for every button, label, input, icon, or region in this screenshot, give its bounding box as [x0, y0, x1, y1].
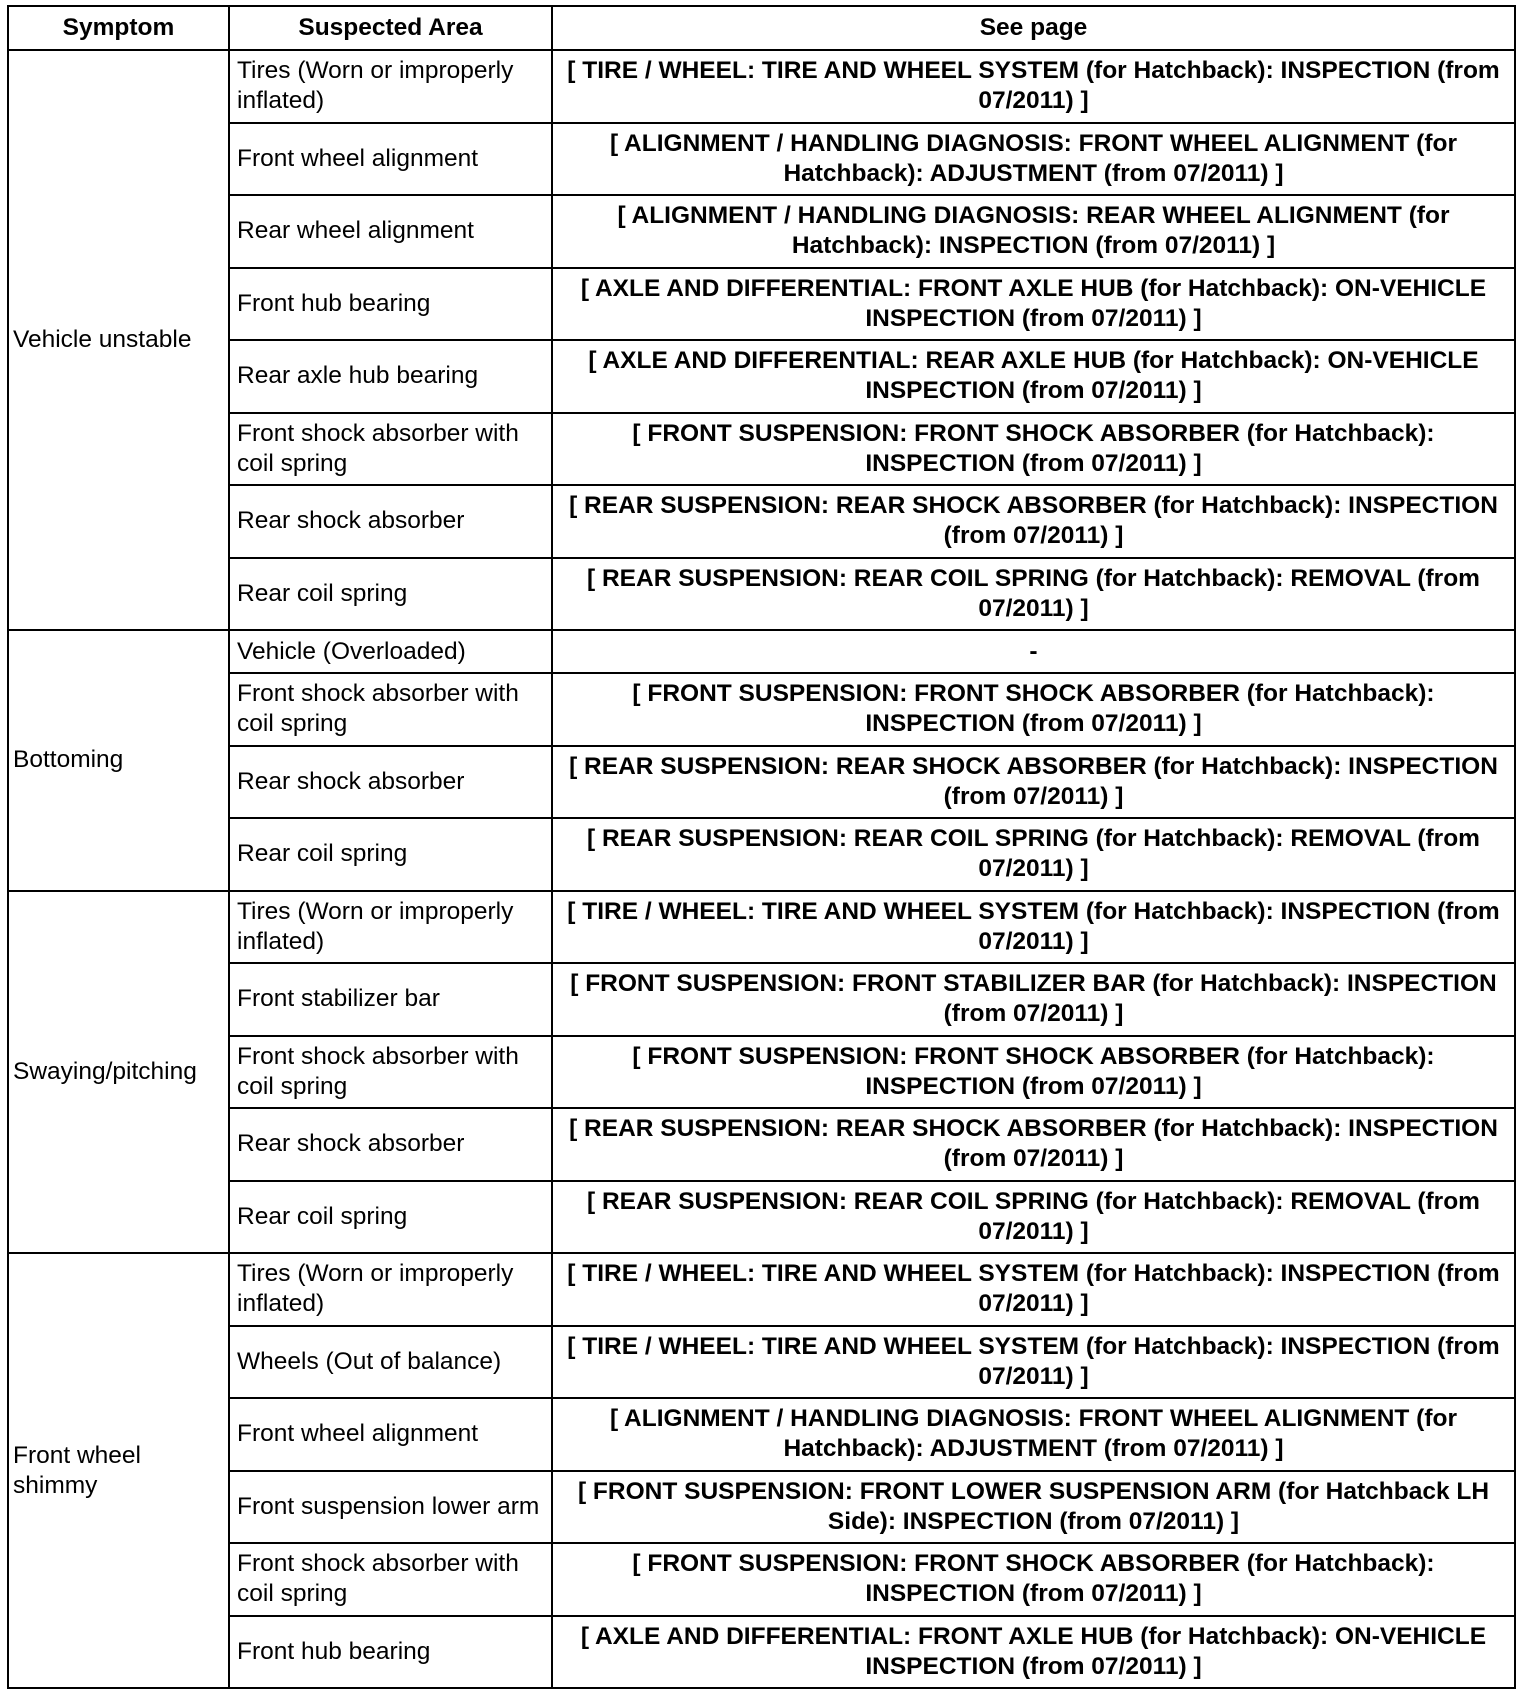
see-page-link[interactable]: [ FRONT SUSPENSION: FRONT SHOCK ABSORBER (for Hatchback): INSPECTION (from 07/2011) ] — [552, 413, 1515, 486]
see-page-link[interactable]: [ ALIGNMENT / HANDLING DIAGNOSIS: FRONT WHEEL ALIGNMENT (for Hatchback): ADJUSTMENT (from 07/2011) ] — [552, 1398, 1515, 1471]
suspected-area-cell: Front shock absorber with coil spring — [229, 413, 552, 486]
suspected-area-cell: Front shock absorber with coil spring — [229, 673, 552, 746]
see-page-link[interactable]: [ FRONT SUSPENSION: FRONT STABILIZER BAR (for Hatchback): INSPECTION (from 07/2011) ] — [552, 963, 1515, 1036]
see-page-link[interactable]: [ TIRE / WHEEL: TIRE AND WHEEL SYSTEM (for Hatchback): INSPECTION (from 07/2011) ] — [552, 891, 1515, 964]
see-page-link[interactable]: [ TIRE / WHEEL: TIRE AND WHEEL SYSTEM (for Hatchback): INSPECTION (from 07/2011) ] — [552, 1253, 1515, 1326]
suspected-area-cell: Front wheel alignment — [229, 123, 552, 196]
see-page-link[interactable]: [ REAR SUSPENSION: REAR COIL SPRING (for Hatchback): REMOVAL (from 07/2011) ] — [552, 1181, 1515, 1254]
suspected-area-cell: Front suspension lower arm — [229, 1471, 552, 1544]
table-row — [8, 340, 1515, 413]
suspected-area-cell: Front hub bearing — [229, 1616, 552, 1689]
suspected-area-cell: Wheels (Out of balance) — [229, 1326, 552, 1399]
suspected-area-cell: Rear shock absorber — [229, 1108, 552, 1181]
see-page-link[interactable]: [ ALIGNMENT / HANDLING DIAGNOSIS: REAR WHEEL ALIGNMENT (for Hatchback): INSPECTION (from 07/2011) ] — [552, 195, 1515, 268]
header-see-page: See page — [552, 6, 1515, 50]
symptom-cell: Vehicle unstable — [8, 50, 229, 630]
see-page-link[interactable]: [ TIRE / WHEEL: TIRE AND WHEEL SYSTEM (for Hatchback): INSPECTION (from 07/2011) ] — [552, 50, 1515, 123]
table-row — [8, 1253, 1515, 1326]
suspected-area-cell: Front stabilizer bar — [229, 963, 552, 1036]
table-row — [8, 1036, 1515, 1109]
symptom-cell: Bottoming — [8, 630, 229, 891]
table-row — [8, 673, 1515, 746]
table-row — [8, 1326, 1515, 1399]
table-body — [8, 50, 1515, 1688]
table-row — [8, 1471, 1515, 1544]
see-page-link: - — [552, 630, 1515, 673]
table-row — [8, 891, 1515, 964]
header-suspected-area: Suspected Area — [229, 6, 552, 50]
see-page-link[interactable]: [ REAR SUSPENSION: REAR SHOCK ABSORBER (for Hatchback): INSPECTION (from 07/2011) ] — [552, 746, 1515, 819]
see-page-link[interactable]: [ AXLE AND DIFFERENTIAL: FRONT AXLE HUB (for Hatchback): ON-VEHICLE INSPECTION (from 07/2011) ] — [552, 268, 1515, 341]
see-page-link[interactable]: [ REAR SUSPENSION: REAR COIL SPRING (for Hatchback): REMOVAL (from 07/2011) ] — [552, 558, 1515, 631]
table-row — [8, 630, 1515, 673]
suspected-area-cell: Rear coil spring — [229, 1181, 552, 1254]
see-page-link[interactable]: [ FRONT SUSPENSION: FRONT SHOCK ABSORBER (for Hatchback): INSPECTION (from 07/2011) ] — [552, 673, 1515, 746]
symptom-table — [7, 5, 1516, 1689]
suspected-area-cell: Tires (Worn or improperly inflated) — [229, 50, 552, 123]
see-page-link[interactable]: [ AXLE AND DIFFERENTIAL: REAR AXLE HUB (for Hatchback): ON-VEHICLE INSPECTION (from 07/2011) ] — [552, 340, 1515, 413]
table-row — [8, 1181, 1515, 1254]
see-page-link[interactable]: [ ALIGNMENT / HANDLING DIAGNOSIS: FRONT WHEEL ALIGNMENT (for Hatchback): ADJUSTMENT (from 07/2011) ] — [552, 123, 1515, 196]
suspected-area-cell: Rear wheel alignment — [229, 195, 552, 268]
table-row — [8, 1398, 1515, 1471]
suspected-area-cell: Vehicle (Overloaded) — [229, 630, 552, 673]
suspected-area-cell: Front shock absorber with coil spring — [229, 1036, 552, 1109]
table-row — [8, 1616, 1515, 1689]
suspected-area-cell: Rear shock absorber — [229, 485, 552, 558]
table-row — [8, 1108, 1515, 1181]
see-page-link[interactable]: [ REAR SUSPENSION: REAR COIL SPRING (for Hatchback): REMOVAL (from 07/2011) ] — [552, 818, 1515, 891]
table-row — [8, 1543, 1515, 1616]
table-row — [8, 195, 1515, 268]
suspected-area-cell: Front hub bearing — [229, 268, 552, 341]
table-row — [8, 558, 1515, 631]
table-row — [8, 413, 1515, 486]
suspected-area-cell: Rear axle hub bearing — [229, 340, 552, 413]
table-row — [8, 123, 1515, 196]
table-row — [8, 50, 1515, 123]
suspected-area-cell: Rear coil spring — [229, 558, 552, 631]
suspected-area-cell: Front shock absorber with coil spring — [229, 1543, 552, 1616]
suspected-area-cell: Rear shock absorber — [229, 746, 552, 819]
suspected-area-cell: Tires (Worn or improperly inflated) — [229, 1253, 552, 1326]
symptom-cell: Swaying/pitching — [8, 891, 229, 1254]
table-row — [8, 963, 1515, 1036]
suspected-area-cell: Rear coil spring — [229, 818, 552, 891]
see-page-link[interactable]: [ FRONT SUSPENSION: FRONT SHOCK ABSORBER (for Hatchback): INSPECTION (from 07/2011) ] — [552, 1036, 1515, 1109]
suspected-area-cell: Tires (Worn or improperly inflated) — [229, 891, 552, 964]
table-row — [8, 268, 1515, 341]
table-row — [8, 818, 1515, 891]
header-row — [8, 6, 1515, 50]
suspected-area-cell: Front wheel alignment — [229, 1398, 552, 1471]
table-row — [8, 485, 1515, 558]
see-page-link[interactable]: [ REAR SUSPENSION: REAR SHOCK ABSORBER (for Hatchback): INSPECTION (from 07/2011) ] — [552, 485, 1515, 558]
see-page-link[interactable]: [ FRONT SUSPENSION: FRONT SHOCK ABSORBER (for Hatchback): INSPECTION (from 07/2011) ] — [552, 1543, 1515, 1616]
header-symptom: Symptom — [8, 6, 229, 50]
table-row — [8, 746, 1515, 819]
symptom-cell: Front wheel shimmy — [8, 1253, 229, 1688]
see-page-link[interactable]: [ FRONT SUSPENSION: FRONT LOWER SUSPENSION ARM (for Hatchback LH Side): INSPECTION (from 07/2011) ] — [552, 1471, 1515, 1544]
see-page-link[interactable]: [ REAR SUSPENSION: REAR SHOCK ABSORBER (for Hatchback): INSPECTION (from 07/2011) ] — [552, 1108, 1515, 1181]
see-page-link[interactable]: [ AXLE AND DIFFERENTIAL: FRONT AXLE HUB (for Hatchback): ON-VEHICLE INSPECTION (from 07/2011) ] — [552, 1616, 1515, 1689]
see-page-link[interactable]: [ TIRE / WHEEL: TIRE AND WHEEL SYSTEM (for Hatchback): INSPECTION (from 07/2011) ] — [552, 1326, 1515, 1399]
